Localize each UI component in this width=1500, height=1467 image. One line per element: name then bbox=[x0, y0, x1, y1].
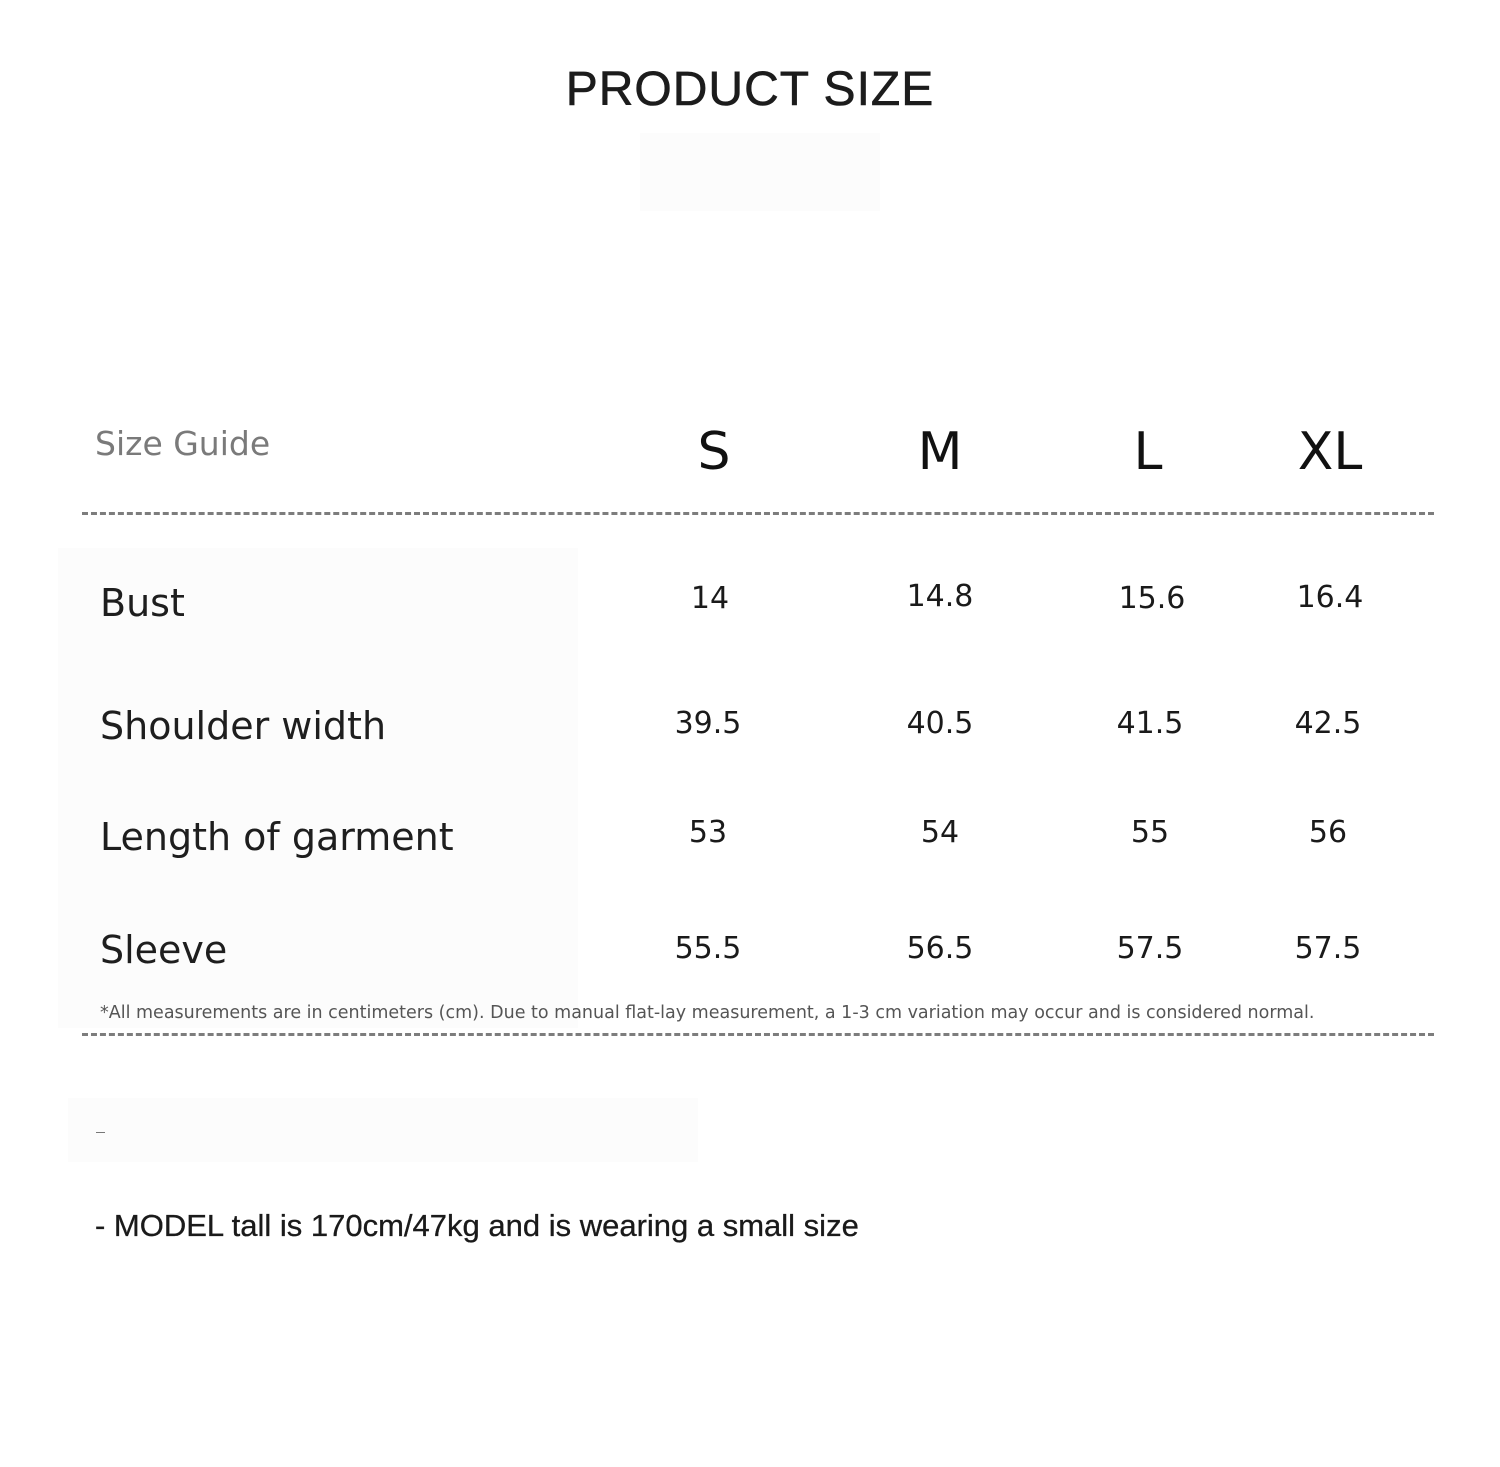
measurement-note: *All measurements are in centimeters (cm). Due to manual flat-lay measurement, a 1-3 cm variation may occur and is considered normal. bbox=[100, 1003, 1315, 1023]
page-title: PRODUCT SIZE bbox=[565, 63, 935, 116]
cell-sleeve-xl: 57.5 bbox=[1294, 931, 1362, 966]
divider-bottom bbox=[82, 1033, 1434, 1036]
small-dash-mark bbox=[96, 1132, 105, 1133]
cell-sleeve-s: 55.5 bbox=[674, 931, 742, 966]
cell-bust-s: 14 bbox=[690, 581, 730, 616]
faint-box-top bbox=[640, 133, 880, 211]
cell-bust-m: 14.8 bbox=[906, 579, 974, 614]
cell-length-l: 55 bbox=[1130, 815, 1170, 850]
cell-bust-xl: 16.4 bbox=[1296, 580, 1364, 615]
faint-box-bottom bbox=[68, 1098, 698, 1162]
divider-top bbox=[82, 512, 1434, 515]
row-label-shoulder-width: Shoulder width bbox=[100, 704, 387, 748]
cell-shoulder-xl: 42.5 bbox=[1294, 706, 1362, 741]
row-label-length-of-garment: Length of garment bbox=[100, 815, 454, 859]
cell-shoulder-m: 40.5 bbox=[906, 706, 974, 741]
size-header-m: M bbox=[917, 422, 963, 482]
size-header-l: L bbox=[1133, 422, 1163, 482]
size-header-s: S bbox=[697, 422, 731, 482]
row-label-sleeve: Sleeve bbox=[100, 928, 228, 972]
cell-sleeve-l: 57.5 bbox=[1116, 931, 1184, 966]
cell-length-s: 53 bbox=[688, 815, 728, 850]
row-label-bust: Bust bbox=[100, 581, 185, 625]
size-guide-label: Size Guide bbox=[95, 424, 271, 463]
cell-length-m: 54 bbox=[920, 815, 960, 850]
cell-sleeve-m: 56.5 bbox=[906, 931, 974, 966]
cell-shoulder-l: 41.5 bbox=[1116, 706, 1184, 741]
model-info: - MODEL tall is 170cm/47kg and is wearing a small size bbox=[95, 1208, 859, 1243]
cell-shoulder-s: 39.5 bbox=[674, 706, 742, 741]
cell-length-xl: 56 bbox=[1308, 815, 1348, 850]
size-header-xl: XL bbox=[1297, 422, 1363, 482]
cell-bust-l: 15.6 bbox=[1118, 581, 1186, 616]
